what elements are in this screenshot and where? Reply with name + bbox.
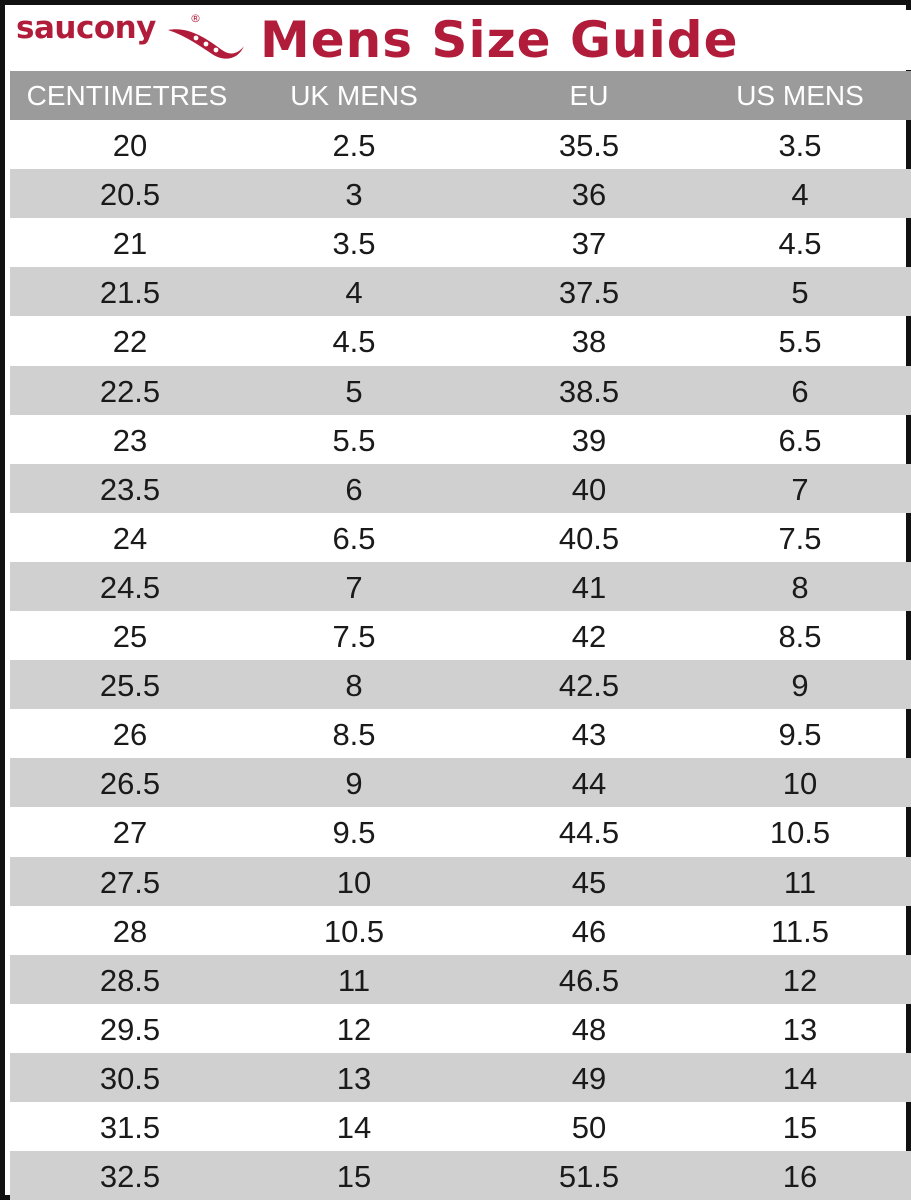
cell-centimetres: 27 (112, 815, 148, 851)
table-row (10, 660, 911, 709)
cell-centimetres: 32.5 (99, 1159, 161, 1195)
cell-centimetres: 28.5 (99, 962, 161, 998)
cell-eu: 40.5 (558, 520, 620, 556)
cell-centimetres: 26.5 (99, 766, 161, 802)
cell-us-mens: 4.5 (778, 226, 822, 262)
cell-centimetres: 24 (112, 520, 148, 556)
cell-us-mens: 8.5 (778, 619, 822, 654)
brand-wordmark: saucony (16, 10, 156, 46)
cell-uk-mens: 9.5 (332, 815, 376, 851)
cell-centimetres: 31.5 (99, 1110, 161, 1145)
cell-us-mens: 7.5 (778, 520, 822, 556)
table-row (10, 955, 911, 1004)
cell-eu: 44.5 (558, 815, 620, 851)
table-row (10, 709, 911, 758)
page-title: Mens Size Guide (260, 11, 739, 69)
cell-us-mens: 10 (782, 766, 818, 802)
cell-centimetres: 22 (112, 324, 148, 360)
cell-us-mens: 8 (791, 569, 809, 605)
cell-us-mens: 6 (791, 373, 809, 409)
cell-us-mens: 13 (782, 1011, 818, 1047)
table-row (10, 218, 911, 267)
table-row (10, 611, 911, 660)
cell-eu: 43 (571, 717, 607, 753)
table-row (10, 1053, 911, 1102)
table-row (10, 120, 911, 169)
cell-uk-mens: 10 (336, 864, 372, 900)
cell-uk-mens: 8 (345, 668, 363, 704)
cell-eu: 51.5 (558, 1159, 620, 1195)
table-row (10, 316, 911, 365)
cell-us-mens: 11 (783, 864, 817, 900)
cell-eu: 38 (571, 324, 607, 360)
cell-eu: 40 (571, 471, 607, 507)
cell-centimetres: 23 (112, 422, 148, 458)
cell-centimetres: 26 (112, 717, 148, 753)
cell-eu: 48 (571, 1011, 607, 1047)
cell-centimetres: 20.5 (99, 177, 161, 213)
cell-centimetres: 25.5 (99, 668, 161, 704)
cell-us-mens: 10.5 (769, 815, 831, 851)
cell-centimetres: 30.5 (99, 1060, 161, 1096)
cell-centimetres: 28 (112, 913, 148, 949)
cell-us-mens: 15 (782, 1110, 818, 1145)
cell-eu: 46 (571, 913, 607, 949)
cell-eu: 37.5 (558, 275, 620, 311)
registered-mark: ® (190, 12, 201, 25)
cell-uk-mens: 9 (345, 766, 363, 802)
cell-centimetres: 23.5 (99, 471, 161, 507)
cell-eu: 46.5 (558, 962, 620, 998)
cell-eu: 41 (571, 569, 607, 605)
cell-centimetres: 24.5 (99, 569, 161, 605)
cell-uk-mens: 5 (345, 373, 363, 409)
column-header-uk-mens: UK MENS (290, 80, 418, 111)
cell-eu: 49 (571, 1060, 607, 1096)
cell-eu: 39 (571, 422, 607, 458)
cell-eu: 45 (571, 864, 607, 900)
cell-centimetres: 21 (112, 226, 148, 262)
cell-centimetres: 21.5 (99, 275, 161, 311)
cell-us-mens: 9.5 (778, 717, 822, 753)
cell-us-mens: 9 (791, 668, 809, 704)
cell-us-mens: 11.5 (770, 913, 830, 949)
cell-uk-mens: 6 (345, 471, 363, 507)
table-row (10, 562, 911, 611)
cell-us-mens: 3.5 (778, 128, 822, 163)
cell-uk-mens: 7.5 (332, 619, 376, 654)
column-header-us-mens: US MENS (736, 80, 864, 111)
cell-eu: 36 (571, 177, 607, 213)
table-row (10, 169, 911, 218)
cell-uk-mens: 15 (336, 1159, 372, 1195)
cell-centimetres: 27.5 (99, 864, 161, 900)
cell-uk-mens: 2.5 (332, 128, 376, 163)
cell-centimetres: 29.5 (99, 1011, 161, 1047)
cell-us-mens: 5.5 (778, 324, 822, 360)
saucony-logo (16, 10, 248, 70)
cell-eu: 42.5 (558, 668, 620, 704)
table-row (10, 415, 911, 464)
cell-eu: 38.5 (558, 373, 620, 409)
column-header-centimetres: CENTIMETRES (26, 80, 228, 111)
header (10, 10, 911, 70)
cell-uk-mens: 8.5 (332, 717, 376, 753)
table-row (10, 758, 911, 807)
table-row (10, 807, 911, 856)
cell-uk-mens: 11 (337, 962, 371, 998)
cell-eu: 35.5 (558, 128, 620, 163)
cell-us-mens: 4 (791, 177, 809, 213)
cell-eu: 44 (571, 766, 607, 802)
table-row (10, 1102, 911, 1151)
table-header-row (10, 71, 911, 120)
cell-centimetres: 20 (112, 128, 148, 163)
cell-centimetres: 25 (112, 619, 148, 654)
cell-uk-mens: 14 (336, 1110, 372, 1145)
cell-uk-mens: 6.5 (332, 520, 376, 556)
cell-eu: 37 (571, 226, 607, 262)
table-row (10, 464, 911, 513)
cell-uk-mens: 4.5 (332, 324, 376, 360)
cell-us-mens: 14 (782, 1060, 818, 1096)
cell-uk-mens: 4 (345, 275, 363, 311)
table-row (10, 857, 911, 906)
cell-uk-mens: 3.5 (332, 226, 376, 262)
table-row (10, 1151, 911, 1200)
table-row (10, 906, 911, 955)
cell-eu: 42 (571, 619, 607, 654)
cell-eu: 50 (571, 1110, 607, 1145)
table-row (10, 267, 911, 316)
cell-uk-mens: 3 (345, 177, 363, 213)
cell-us-mens: 12 (782, 962, 818, 998)
cell-us-mens: 6.5 (778, 422, 822, 458)
cell-uk-mens: 12 (336, 1011, 372, 1047)
cell-us-mens: 16 (782, 1159, 818, 1195)
column-header-eu: EU (569, 80, 609, 111)
cell-uk-mens: 5.5 (332, 422, 376, 458)
cell-uk-mens: 7 (345, 569, 363, 605)
cell-uk-mens: 13 (336, 1060, 372, 1096)
table-row (10, 1004, 911, 1053)
table-row (10, 366, 911, 415)
cell-uk-mens: 10.5 (323, 913, 385, 949)
saucony-swoosh-icon (166, 24, 246, 66)
cell-centimetres: 22.5 (99, 373, 161, 409)
cell-us-mens: 5 (791, 275, 809, 311)
cell-us-mens: 7 (791, 471, 809, 507)
table-row (10, 513, 911, 562)
